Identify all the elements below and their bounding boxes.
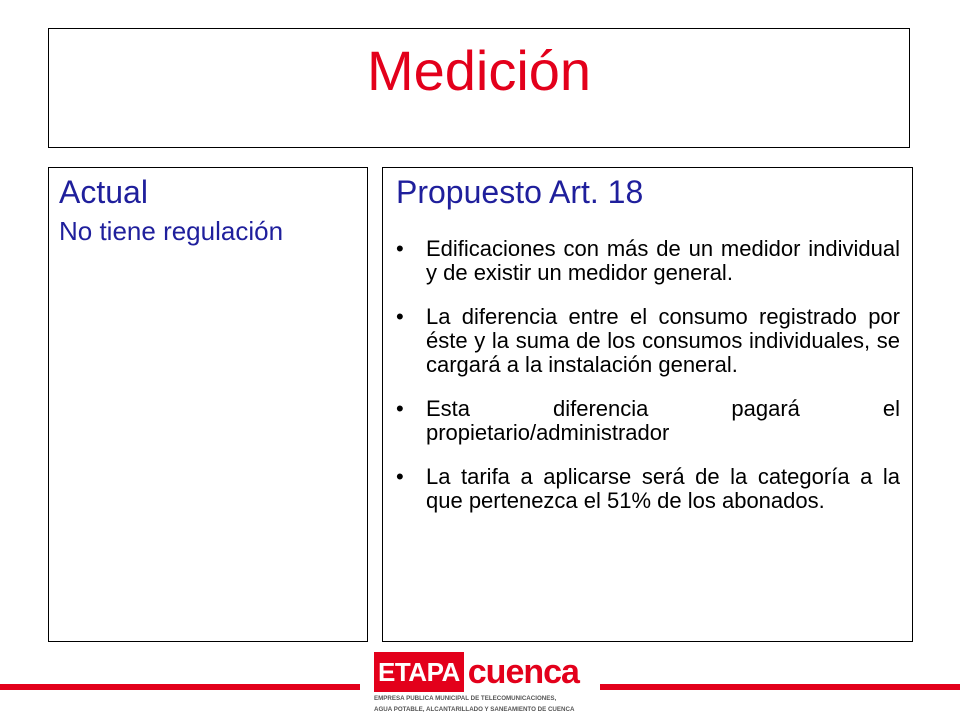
bullet-text: La diferencia entre el consumo registrado por éste y la suma de los consumos individuales, se cargará a la instalación general. bbox=[426, 303, 900, 377]
logo-tagline-line-1: EMPRESA PUBLICA MUNICIPAL DE TELECOMUNICACIONES, bbox=[374, 695, 557, 702]
bullet-dot-icon: • bbox=[396, 395, 404, 421]
bullet-dot-icon: • bbox=[396, 235, 404, 261]
bullet-item bbox=[396, 237, 900, 285]
etapa-cuenca-logo bbox=[374, 652, 588, 718]
bullet-text: Esta diferencia pagará el propietario/administrador bbox=[426, 395, 900, 445]
slide-title: Medición bbox=[366, 39, 592, 102]
bullet-text: Edificaciones con más de un medidor individual y de existir un medidor general. bbox=[426, 235, 900, 285]
bullet-item bbox=[396, 305, 900, 377]
right-column-heading: Propuesto Art. 18 bbox=[396, 174, 644, 210]
bullet-text: La tarifa a aplicarse será de la categoría a la que pertenezca el 51% de los abonados. bbox=[426, 463, 900, 513]
logo-wordmark bbox=[374, 652, 588, 692]
logo-etapa-text: ETAPA bbox=[374, 652, 464, 692]
footer-divider-right bbox=[600, 684, 960, 690]
left-column-box bbox=[48, 167, 368, 642]
bullet-item bbox=[396, 465, 900, 513]
left-column-subtitle: No tiene regulación bbox=[59, 215, 284, 246]
footer-divider-left bbox=[0, 684, 360, 690]
left-column-heading: Actual bbox=[59, 174, 148, 210]
logo-tagline-line-2: AGUA POTABLE, ALCANTARILLADO Y SANEAMIENTO DE CUENCA bbox=[374, 706, 575, 713]
bullet-list bbox=[396, 237, 900, 513]
right-column-box bbox=[382, 167, 913, 642]
bullet-item bbox=[396, 397, 900, 445]
logo-cuenca-text: cuenca bbox=[467, 653, 579, 691]
title-box bbox=[48, 28, 910, 148]
bullet-dot-icon: • bbox=[396, 303, 404, 329]
bullet-dot-icon: • bbox=[396, 463, 404, 489]
